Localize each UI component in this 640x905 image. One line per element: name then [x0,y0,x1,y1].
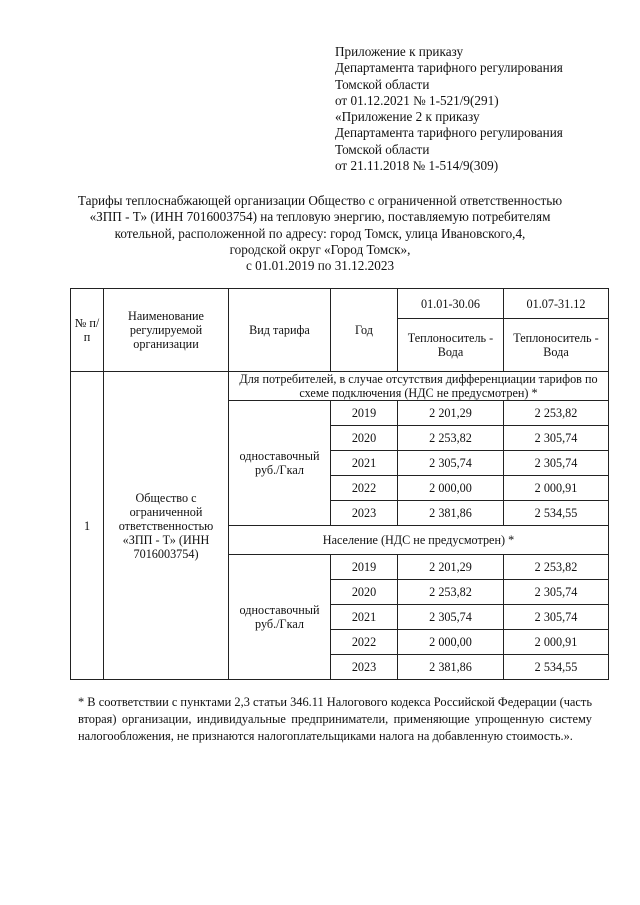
tariff-type-cell: одноставочный руб./Гкал [229,555,331,680]
header-period-second-half: 01.07-31.12 [504,289,609,319]
tariff-type-cell: одноставочный руб./Гкал [229,401,331,526]
row-number: 1 [71,372,104,680]
header-line: Томской области [335,141,430,157]
tariff-first-half: 2 000,00 [398,476,504,501]
section-heading: Население (НДС не предусмотрен) * [229,526,609,555]
header-tariff-type: Вид тарифа [229,289,331,372]
year-cell: 2022 [331,630,398,655]
header-line: Департамента тарифного регулирования [335,60,563,76]
header-line: «Приложение 2 к приказу [335,109,480,125]
order-attachment-header [335,44,625,174]
header-year: Год [331,289,398,372]
tariff-second-half: 2 253,82 [504,401,609,426]
header-carrier-first-half: Теплоноситель - Вода [398,319,504,372]
tariff-first-half: 2 381,86 [398,501,504,526]
tariff-second-half: 2 000,91 [504,630,609,655]
table-header-row [71,289,609,319]
tariff-second-half: 2 305,74 [504,426,609,451]
year-cell: 2021 [331,451,398,476]
organization-name: Общество с ограниченной ответственностью «ЗПП - Т» (ИНН 7016003754) [104,372,229,680]
tariff-second-half: 2 534,55 [504,501,609,526]
header-period-first-half: 01.01-30.06 [398,289,504,319]
tariff-first-half: 2 000,00 [398,630,504,655]
year-cell: 2023 [331,655,398,680]
tariff-first-half: 2 201,29 [398,555,504,580]
title-line: Тарифы теплоснабжающей организации Общество с ограниченной ответственностью [77,193,563,208]
section-heading: Для потребителей, в случае отсутствия дифференциации тарифов по схеме подключения (НДС не предусмотрен) * [229,372,609,401]
year-cell: 2022 [331,476,398,501]
tariff-first-half: 2 253,82 [398,426,504,451]
document-title [40,193,600,274]
tariff-table [70,288,609,680]
header-line: Департамента тарифного регулирования [335,125,563,141]
year-cell: 2019 [331,401,398,426]
header-organization: Наименование регулируемой организации [104,289,229,372]
tariff-first-half: 2 253,82 [398,580,504,605]
tariff-first-half: 2 305,74 [398,451,504,476]
title-line: «ЗПП - Т» (ИНН 7016003754) на тепловую энергию, поставляемую потребителям [89,209,551,225]
header-line: Приложение к приказу [335,44,464,59]
tariff-second-half: 2 534,55 [504,655,609,680]
footnote: * В соответствии с пунктами 2,3 статьи 346.11 Налогового кодекса Российской Федерации (часть вторая) организации, индивидуальные предприниматели, применяющие упрощенную систему налогообложения, не признаются налогоплательщиками налога на добавленную стоимость.». [78,695,592,743]
tariff-second-half: 2 305,74 [504,605,609,630]
year-cell: 2020 [331,426,398,451]
header-number: № п/п [71,289,104,372]
header-line: Томской области [335,76,430,92]
title-line: котельной, расположенной по адресу: город Томск, улица Ивановского,4, [114,225,526,241]
header-line: от 01.12.2021 № 1-521/9(291) [335,92,499,108]
year-cell: 2023 [331,501,398,526]
year-cell: 2021 [331,605,398,630]
tariff-second-half: 2 305,74 [504,580,609,605]
title-line: с 01.01.2019 по 31.12.2023 [245,258,395,274]
tariff-first-half: 2 201,29 [398,401,504,426]
year-cell: 2019 [331,555,398,580]
tariff-second-half: 2 000,91 [504,476,609,501]
tariff-first-half: 2 381,86 [398,655,504,680]
header-carrier-second-half: Теплоноситель - Вода [504,319,609,372]
section-heading-row [71,372,609,401]
title-line: городской округ «Город Томск», [229,241,411,257]
year-cell: 2020 [331,580,398,605]
tariff-first-half: 2 305,74 [398,605,504,630]
tariff-second-half: 2 305,74 [504,451,609,476]
tariff-second-half: 2 253,82 [504,555,609,580]
header-line: от 21.11.2018 № 1-514/9(309) [335,158,499,174]
